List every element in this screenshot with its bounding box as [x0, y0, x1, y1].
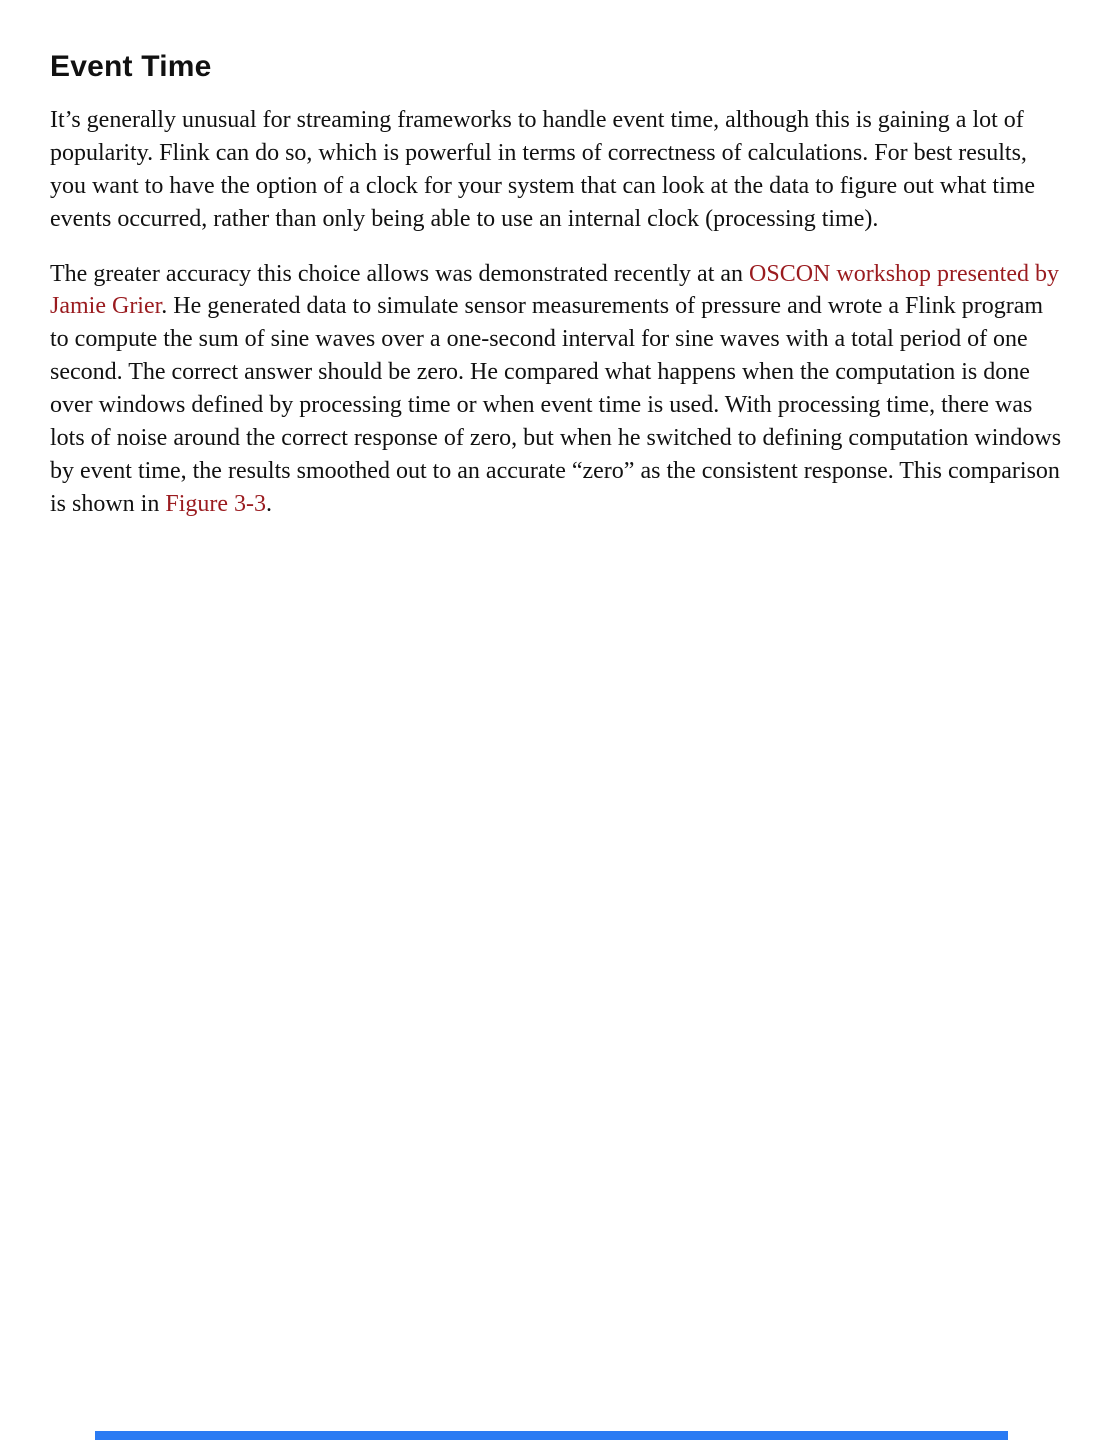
- paragraph-1: [50, 104, 1063, 236]
- page-title: Event Time: [50, 50, 212, 83]
- paragraph-2: [50, 258, 1063, 521]
- reading-progress-bar: [95, 1431, 1008, 1440]
- paragraph-2-text-3: .: [266, 490, 273, 517]
- paragraph-2-text-1: The greater accuracy this choice allows was demonstrated recently at an: [50, 260, 750, 287]
- figure-3-3-link[interactable]: Figure 3-3: [165, 490, 267, 517]
- paragraph-1-text: It’s generally unusual for streaming frameworks to handle event time, although this is gaining a lot of popularity. Flink can do so, which is powerful in terms of correctness of calculations. For best results, you want to have the option of a clock for your system that can look at the data to figure out what time events occurred, rather than only being able to use an internal clock (processing time).: [50, 107, 1036, 232]
- paragraph-2-text-2: . He generated data to simulate sensor measurements of pressure and wrote a Flink program to compute the sum of sine waves over a one-second interval for sine waves with a total period of one second. The correct answer should be zero. He compared what happens when the computation is done over windows defined by processing time or when event time is used. With processing time, there was lots of noise around the correct response of zero, but when he switched to defining computation windows by event time, the results smoothed out to an accurate “zero” as the consistent response. This comparison is shown in: [50, 293, 1062, 517]
- oscon-workshop-link[interactable]: OSCON workshop presented by Jamie Grier: [50, 260, 1059, 320]
